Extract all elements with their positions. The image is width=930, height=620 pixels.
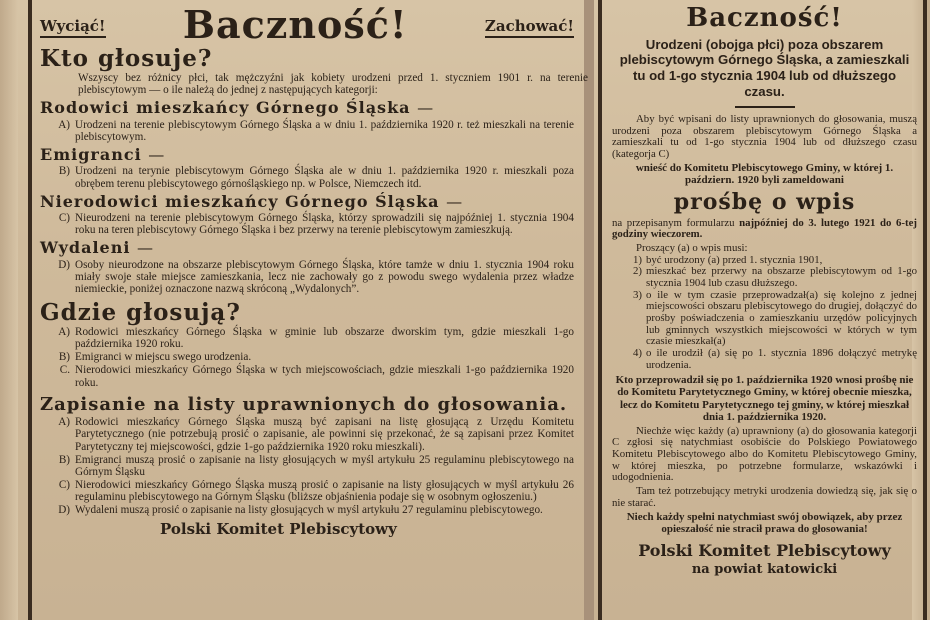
left-column xyxy=(28,0,588,620)
who-votes-intro: Wszyscy bez różnicy płci, tak mężczyźni jak kobiety urodzeni przed 1. styczniem 1901 r. na terenie plebiscytowym — o ile należą do jednej z następujących kategorji: xyxy=(78,72,588,97)
group-item: C) Nieurodzeni na terenie plebiscytowym Górnego Śląska, którzy sprowadzili się najpóźniej 1. stycznia 1904 roku na teren plebiscytowy Górnego Śląska i bez przerwy na terenie plebiscytowym zamieszkują. xyxy=(58,212,574,237)
paper-edge-left xyxy=(0,0,18,620)
left-header xyxy=(40,0,588,47)
divider xyxy=(735,106,795,108)
request-heading: prośbę o wpis xyxy=(673,188,856,215)
left-footer-signature: Polski Komitet Plebiscytowy xyxy=(160,520,397,539)
registration-item: C) Nierodowici mieszkańcy Górnego Śląska muszą prosić o zapisanie na listy głosujących w myśl artykułu 26 regulaminu plebiscytowego na Górnym Śląsku (bliższe objaśnienia podaje się w osobnym ogłoszeniu.) xyxy=(58,478,574,503)
right-paragraph-1-bold: wnieść do Komitetu Plebiscytowego Gminy, w której 1. październ. 1920 byli zameldowani xyxy=(635,161,894,186)
where-item: B) Emigranci w miejscu swego urodzenia. xyxy=(58,351,252,364)
right-headline: Baczność! xyxy=(686,3,843,33)
group-item: B) Urodzeni na terynie plebiscytowym Górnego Śląska ale w dniu 1. października 1920 r. mieszkali poza obrębem terenu plebiscytowego górnośląskiego np. w Polsce, Niemczech itd. xyxy=(58,165,574,190)
group-item: A) Urodzeni na terenie plebiscytowym Górnego Śląska a w dniu 1. października 1920 r. też mieszkali na terenie plebiscytowym. xyxy=(58,118,574,143)
list-item: 3) o ile w tym czasie przeprowadzał(a) się kolejno z jednej miejscowości obszaru plebiscytowego do drugiej, dołączyć do prośby poświadczenia o zamieszkaniu urzędów policyjnych lub gminnych wszystkich miejscowości w których w tym czasie mieszkał(a) xyxy=(633,288,917,348)
right-paragraph-2: na przepisanym formularzu najpóźniej do 3. lutego 1921 do 6-tej godziny wieczorem. xyxy=(612,216,918,241)
list-item: 2) mieszkać bez przerwy na obszarze plebiscytowym od 1-go stycznia 1904 lub czasu dłuższego. xyxy=(633,265,917,290)
group-title: Nierodowici mieszkańcy Górnego Śląska — xyxy=(40,191,464,211)
right-paragraph-3: Niechże więc każdy (a) uprawniony (a) do głosowania kategorji C zgłosi się natychmiast osobiście do Polskiego Powiatowego Komitetu Plebiscytowego albo do Komitetu Plebiscytowego Gminy, w której mieszka, po potrzebne formularze, wskazówki i udogodnienia. xyxy=(612,424,917,484)
moved-notice: Kto przeprowadził się po 1. października 1920 wnosi prośbę nie do Komitetu Parytetycznego Gminy, w której obecnie mieszka, lecz do Komitetu Parytetycznego tej gminy, w której mieszkał dnia 1. października 1920. xyxy=(615,374,914,423)
right-paragraph-4: Tam też potrzebujący metryki urodzenia dowiedzą się, jak się o nie starać. xyxy=(612,484,917,509)
where-votes-heading: Gdzie głosują? xyxy=(40,298,241,326)
right-column xyxy=(598,0,927,620)
cut-out-label: Wyciąć! xyxy=(40,17,106,38)
right-paragraph-1: Aby być wpisani do listy uprawnionych do głosowania, muszą urodzeni poza obszarem plebiscytowym Górnego Śląska a zamieszkali tu od 1-go stycznia 1904 lub od dłuższego czasu (kategorja C) xyxy=(612,112,917,160)
registration-heading: Zapisanie na listy uprawnionych do głosowania. xyxy=(40,393,568,415)
who-votes-heading: Kto głosuje? xyxy=(40,45,213,72)
right-footer-signature: Polski Komitet Plebiscytowy xyxy=(638,541,891,561)
registration-item: B) Emigranci muszą prosić o zapisanie na listy głosujących w myśl artykułu 25 regulaminu plebiscytowego na Górnym Śląsku xyxy=(58,453,574,478)
group-title: Emigranci — xyxy=(40,145,166,165)
right-lead: Urodzeni (obojga płci) poza obszarem plebiscytowym Górnego Śląska, a zamieszkali tu od 1-go stycznia 1904 lub od dłuższego czasu. xyxy=(619,36,910,100)
right-footer-subtitle: na powiat katowicki xyxy=(691,562,838,578)
list-item: 4) o ile urodził (a) się po 1. stycznia 1896 dołączyć metrykę urodzenia. xyxy=(633,347,917,371)
registration-item: D) Wydaleni muszą prosić o zapisanie na listy głosujących w myśl artykułu 27 regulaminu plebiscytowego. xyxy=(58,504,543,516)
where-item: C. Nierodowici mieszkańcy Górnego Śląska w tych miejscowościach, gdzie mieszkali 1-go października 1920 roku. xyxy=(59,364,574,389)
requirements-list xyxy=(612,255,917,372)
left-headline: Baczność! xyxy=(182,2,408,47)
group-title: Rodowici mieszkańcy Górnego Śląska — xyxy=(40,98,435,118)
group-title: Wydaleni — xyxy=(40,238,155,258)
keep-label: Zachować! xyxy=(485,17,574,38)
duty-call: Niech każdy spełni natychmiast swój obowiązek, aby przez opieszałość nie stracił prawa do głosowania! xyxy=(626,511,903,536)
list-intro: Proszący (a) o wpis musi: xyxy=(636,242,748,255)
where-item: A) Rodowici mieszkańcy Górnego Śląska w gminie lub obszarze dworskim tym, gdzie mieszkali 1-go października 1920 roku. xyxy=(58,326,574,351)
group-item: D) Osoby nieurodzone na obszarze plebiscytowym Górnego Śląska, które tamże w dniu 1. stycznia 1904 roku miały swoje stałe miejsce zamieszkania, lecz nie zachowały go z powodu swego wydalenia przez władze niemieckie, poniżej oznaczone nazwą skróconą „Wydalonych”. xyxy=(58,258,574,295)
registration-item: A) Rodowici mieszkańcy Górnego Śląska muszą być zapisani na listę głosującą z Urzędu Komitetu Parytetycznego (nie potrzebują prosić o zapisanie, ale powinni się przekonać, że są zapisani przez Komitet Parytetyczny tej miejscowości, gdzie 1-go października 1920 roku mieszkali). xyxy=(58,416,574,453)
list-item: 1) być urodzony (a) przed 1. stycznia 1901, xyxy=(633,253,823,266)
